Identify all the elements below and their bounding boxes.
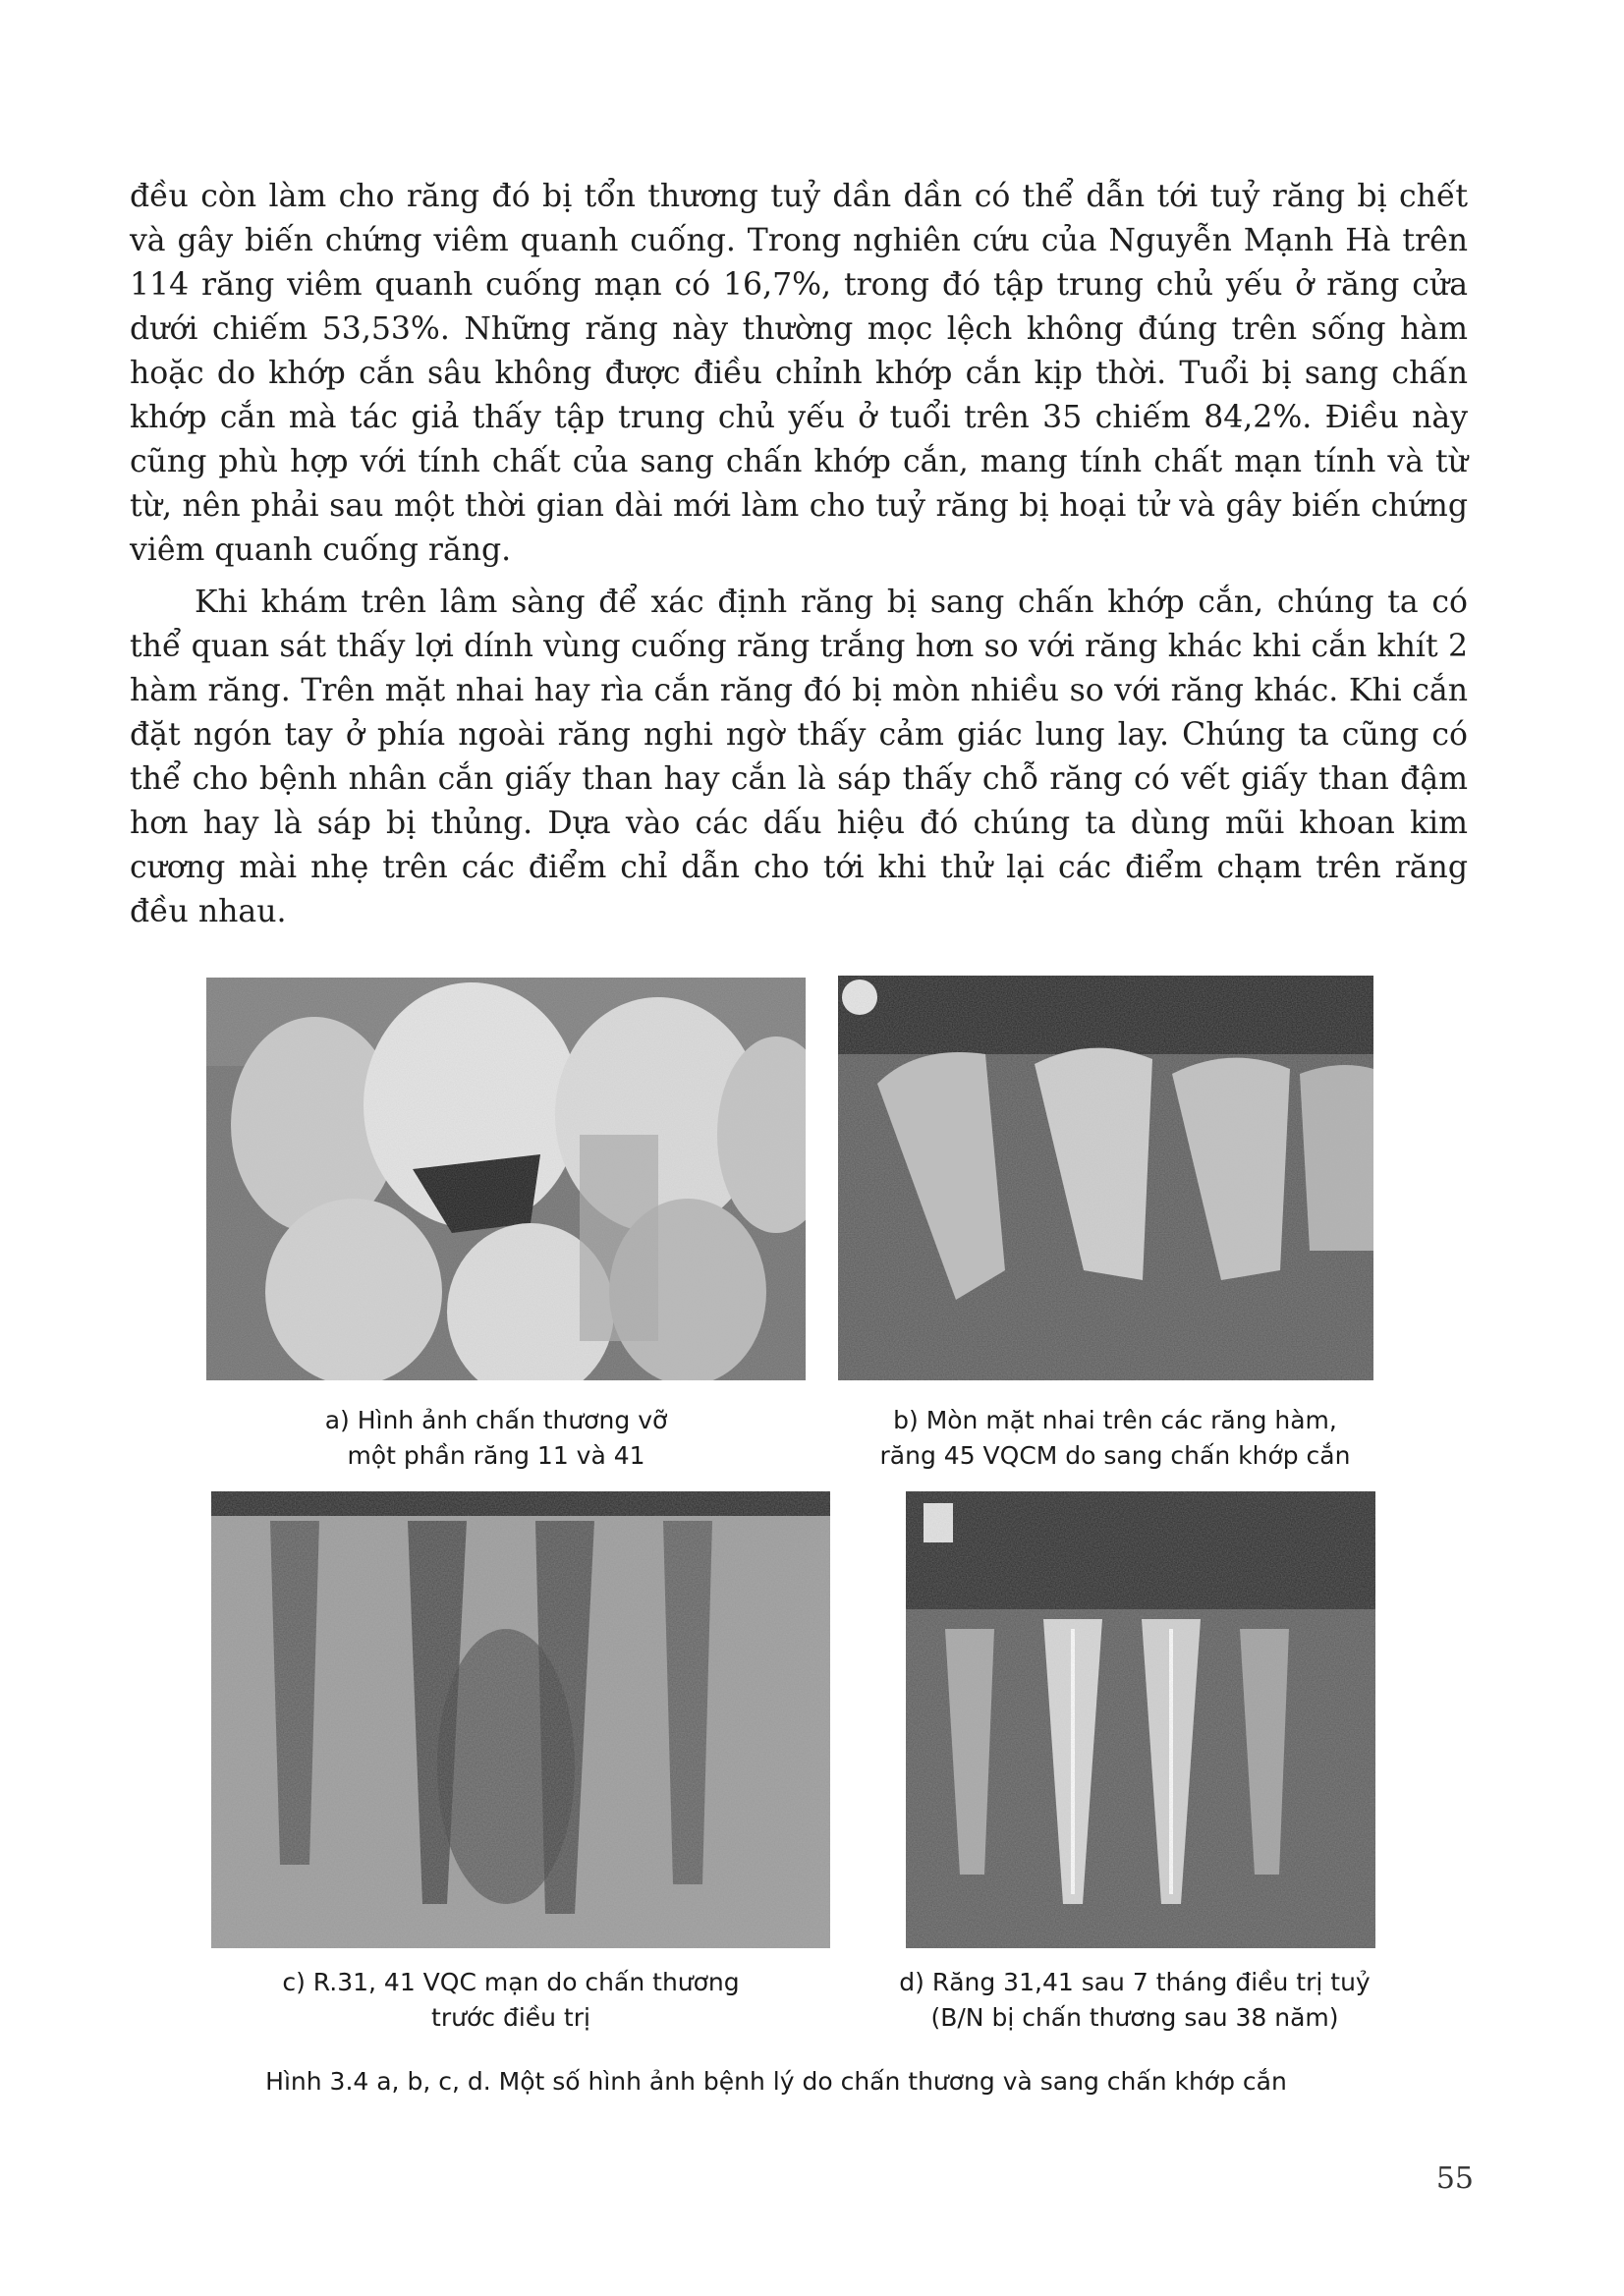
figure-d-radiograph: [906, 1491, 1375, 1948]
figure-b-caption: [830, 1403, 1400, 1474]
figure-title: Hình 3.4 a, b, c, d. Một số hình ảnh bệnh lý do chấn thương và sang chấn khớp cắn: [265, 2067, 1287, 2096]
figure-b-caption-line-2: răng 45 VQCM do sang chấn khớp cắn: [879, 1441, 1351, 1470]
page-number: 55: [1435, 2161, 1474, 2196]
figure-d-caption: [845, 1965, 1425, 2036]
figure-c-caption-line-1: c) R.31, 41 VQC mạn do chấn thương: [282, 1968, 740, 1996]
figure-c-caption: [216, 1965, 806, 2036]
figure-a-caption-line-2: một phần răng 11 và 41: [347, 1441, 645, 1470]
figure-d-caption-line-2: (B/N bị chấn thương sau 38 năm): [930, 2003, 1339, 2032]
body-text: [130, 175, 1468, 934]
paragraph-2: Khi khám trên lâm sàng để xác định răng bị sang chấn khớp cắn, chúng ta có thể quan sát thấy lợi dính vùng cuống răng trắng hơn so với răng khác khi cắn khít 2 hàm răng. Trên mặt nhai hay rìa cắn răng đó bị mòn nhiều so với răng khác. Khi cắn đặt ngón tay ở phía ngoài răng nghi ngờ thấy cảm giác lung lay. Chúng ta cũng có thể cho bệnh nhân cắn giấy than hay cắn là sáp thấy chỗ răng có vết giấy than đậm hơn hay là sáp bị thủng. Dựa vào các dấu hiệu đó chúng ta dùng mũi khoan kim cương mài nhẹ trên các điểm chỉ dẫn cho tới khi thử lại các điểm chạm trên răng đều nhau.: [130, 585, 1468, 929]
figure-a-caption: [221, 1403, 771, 1474]
paragraph-1: đều còn làm cho răng đó bị tổn thương tuỷ dần dần có thể dẫn tới tuỷ răng bị chết và gây biến chứng viêm quanh cuống. Trong nghiên cứu của Nguyễn Mạnh Hà trên 114 răng viêm quanh cuống mạn có 16,7%, trong đó tập trung chủ yếu ở răng cửa dưới chiếm 53,53%. Những răng này thường mọc lệch không đúng trên sống hàm hoặc do khớp cắn sâu không được điều chỉnh khớp cắn kịp thời. Tuổi bị sang chấn khớp cắn mà tác giả thấy tập trung chủ yếu ở tuổi trên 35 chiếm 84,2%. Điều này cũng phù hợp với tính chất của sang chấn khớp cắn, mang tính chất mạn tính và từ từ, nên phải sau một thời gian dài mới làm cho tuỷ răng bị hoại tử và gây biến chứng viêm quanh cuống răng.: [130, 179, 1468, 568]
figure-c-radiograph: [211, 1491, 830, 1948]
figure-a-photo: [206, 978, 806, 1380]
figure-d-caption-line-1: d) Răng 31,41 sau 7 tháng điều trị tuỷ: [899, 1968, 1371, 1996]
figure-b-caption-line-1: b) Mòn mặt nhai trên các răng hàm,: [893, 1406, 1337, 1434]
figure-a-caption-line-1: a) Hình ảnh chấn thương vỡ: [324, 1406, 668, 1434]
figure-b-radiograph: [838, 976, 1373, 1380]
figure-c-caption-line-2: trước điều trị: [431, 2003, 590, 2032]
